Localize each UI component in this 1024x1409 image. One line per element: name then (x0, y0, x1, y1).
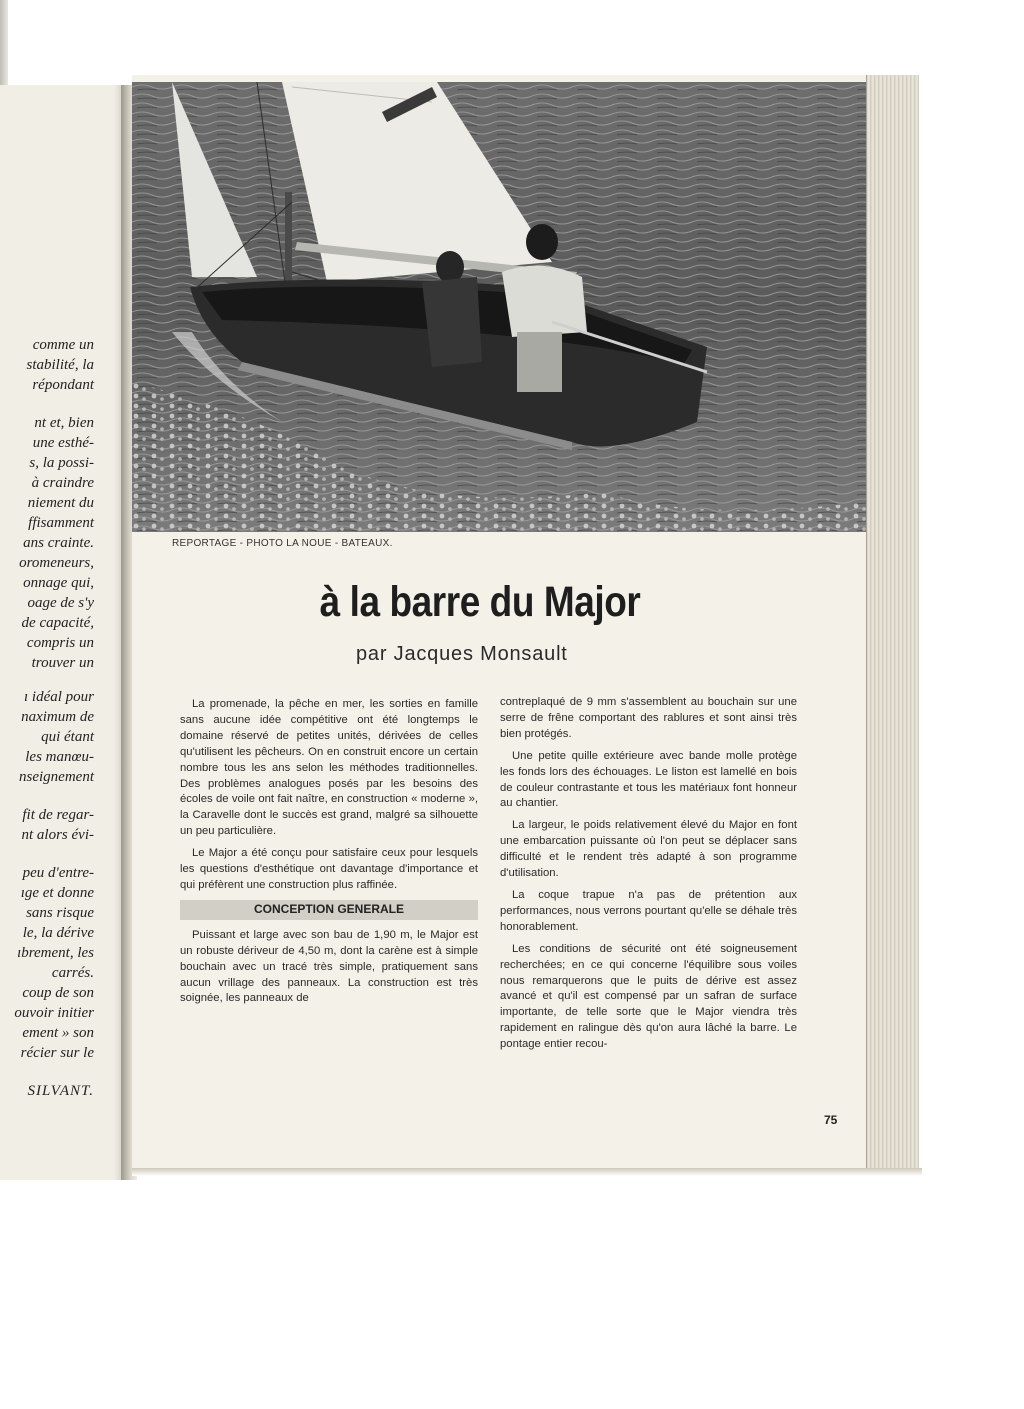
paragraph: La promenade, la pêche en mer, les sorties en famille sans aucune idée compétitive ont été longtemps le domaine réservé de petites unités, dérivées de celles qu'utilisent les pêcheurs. On en construit encore un certain nombre tous les ans selon les méthodes traditionnelles. Des problèmes analogues posés par les besoins des écoles de voile ont fait naître, en construction « moderne », la Caravelle dont le succès est grand, malgré sa silhouette un peu particulière. (180, 698, 478, 838)
left-page-line: récier sur le (20, 1045, 94, 1061)
left-page (0, 85, 129, 1180)
left-page-line: fit de regar- (22, 807, 94, 823)
left-page-line: le, la dérive (22, 925, 94, 941)
left-page-line: les manœu- (25, 749, 94, 765)
left-page-line: oromeneurs, (19, 555, 94, 571)
left-page-line: ffisamment (28, 515, 94, 531)
left-page-line: onnage qui, (23, 575, 94, 591)
paragraph: Les conditions de sécurité ont été soigneusement recherchées; en ce qui concerne l'équilibre sous voiles nous remarquerons que le puits de dérive est assez avancé et qu'il est compensé par un safran de surface importante, de telle sorte que le Major viendra très rapidement en ralingue dès qu'on aura lâché la barre. Le pontage entier recou- (500, 942, 797, 1051)
left-page-line: ement » son (22, 1025, 94, 1041)
left-page-line: ouvoir initier (14, 1005, 94, 1021)
left-page-line: s, la possi- (29, 455, 94, 471)
section-heading: CONCEPTION GENERALE (180, 900, 478, 920)
photo-caption: REPORTAGE - PHOTO LA NOUE - BATEAUX. (172, 538, 393, 549)
paragraph: Une petite quille extérieure avec bande molle protège les fonds lors des échouages. Le liston est lamellé en bois de couleur contrastante et tous les matériaux font honneur au chantier. (500, 749, 797, 810)
left-page-line: nt et, bien (34, 415, 94, 431)
page-number: 75 (824, 1113, 838, 1127)
left-page-line: qui étant (41, 729, 94, 745)
left-page-line: oage de s'y (27, 595, 94, 611)
sailboat-photo-image (132, 82, 866, 532)
article-byline: par Jacques Monsault (356, 643, 568, 665)
left-page-line: nt alors évi- (21, 827, 94, 843)
left-page-line: sans risque (26, 905, 94, 921)
left-page-line: carrés. (51, 965, 94, 981)
left-page-line: ıge et donne (20, 885, 94, 901)
left-page-line: coup de son (22, 985, 94, 1001)
paragraph: Le Major a été conçu pour satisfaire ceux pour lesquels les questions d'esthétique ont davantage d'importance et qui préfèrent une construction plus raffinée. (180, 847, 478, 891)
left-page-line: une esthé- (32, 435, 94, 451)
left-page-line: répondant (32, 377, 94, 393)
page-stack-edge (866, 75, 919, 1172)
left-page-line: à craindre (31, 475, 94, 491)
paragraph: contreplaqué de 9 mm s'assemblent au bouchain sur une serre de frêne comportant des rablures et sont ainsi très bien protégés. (500, 696, 797, 740)
paragraph: Puissant et large avec son bau de 1,90 m, le Major est un robuste dériveur de 4,50 m, dont la carène est à simple bouchain avec un tracé très simple, pratiquement sans aucun vrillage des panneaux. La construction est très soignée, les panneaux de (180, 928, 478, 1005)
left-page-line: naximum de (21, 709, 94, 725)
left-page-line: ıbrement, les (17, 945, 94, 961)
left-page-line: SILVANT. (27, 1083, 94, 1099)
left-page-line: peu d'entre- (22, 865, 94, 881)
left-page-line: ans crainte. (23, 535, 94, 551)
article-column-2 (500, 695, 797, 1059)
left-page-line: stabilité, la (26, 357, 94, 373)
article-column-1 (180, 697, 478, 1013)
left-page-line: compris un (26, 635, 94, 651)
left-page-line: nseignement (19, 769, 94, 785)
sailboat-photo (132, 82, 866, 532)
paragraph: La coque trapue n'a pas de prétention aux performances, nous verrons pourtant qu'elle se déhale très honorablement. (500, 888, 797, 933)
page-bottom-shadow (132, 1168, 922, 1176)
left-page-line: niement du (27, 495, 94, 511)
article-title: à la barre du Major (319, 578, 641, 626)
left-page-line: de capacité, (21, 615, 94, 631)
left-page-line: trouver un (31, 655, 94, 671)
paragraph: La largeur, le poids relativement élevé du Major en font une embarcation puissante où l'on peut se déplacer sans difficulté et le rendent très adapté à son programme d'utilisation. (500, 819, 797, 880)
left-page-line: comme un (32, 337, 94, 353)
left-page-line: ı idéal pour (24, 689, 94, 705)
